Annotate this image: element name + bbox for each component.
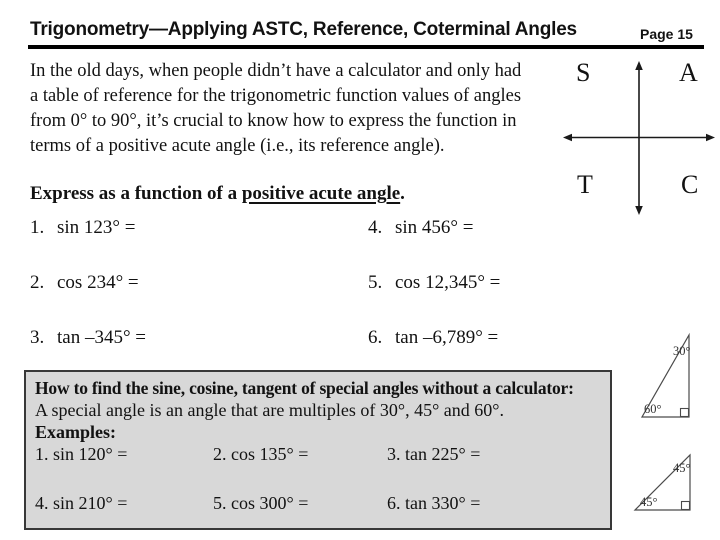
special-angles-box bbox=[24, 370, 612, 530]
title-underline-rule bbox=[28, 45, 704, 49]
examples-row bbox=[35, 443, 601, 465]
example-item: 1. sin 120° = bbox=[35, 444, 128, 464]
box-definition: A special angle is an angle that are multiples of 30°, 45° and 60°. bbox=[35, 400, 504, 420]
right-triangle-icon bbox=[628, 323, 703, 425]
express-heading-prefix: Express as a function of a bbox=[30, 183, 242, 204]
intro-line: In the old days, when people didn’t have a calculator and only had bbox=[30, 61, 522, 81]
problem-number: 1. bbox=[30, 217, 45, 238]
example-item: 5. cos 300° = bbox=[213, 493, 309, 513]
right-triangle-icon bbox=[623, 443, 703, 521]
right-angle-marker-icon bbox=[682, 502, 690, 510]
example-item: 6. tan 330° = bbox=[387, 493, 481, 513]
box-heading: How to find the sine, cosine, tangent of special angles without a calculator: bbox=[35, 378, 574, 398]
problem-column-left bbox=[30, 216, 360, 381]
examples-row bbox=[35, 492, 601, 514]
problem-number: 5. bbox=[368, 272, 383, 293]
problem-text: sin 123° = bbox=[57, 217, 136, 238]
triangle-45-45-90 bbox=[623, 443, 703, 521]
intro-line: a table of reference for the trigonometric function values of angles bbox=[30, 86, 522, 106]
quadrant4-label-cosine: C bbox=[681, 170, 699, 199]
problem-item bbox=[368, 216, 698, 240]
problem-item bbox=[30, 271, 360, 295]
examples-label: Examples: bbox=[35, 422, 116, 442]
angle-label-45-bottom: 45° bbox=[640, 495, 658, 509]
problem-number: 2. bbox=[30, 272, 45, 293]
problem-text: cos 12,345° = bbox=[395, 272, 501, 293]
problem-text: cos 234° = bbox=[57, 272, 139, 293]
intro-line: terms of a positive acute angle (i.e., its reference angle). bbox=[30, 136, 445, 156]
problem-number: 6. bbox=[368, 327, 383, 348]
angle-label-45-top: 45° bbox=[673, 461, 691, 475]
right-angle-marker-icon bbox=[681, 409, 689, 417]
problem-number: 4. bbox=[368, 217, 383, 238]
angle-label-30: 30° bbox=[673, 344, 691, 358]
express-heading bbox=[30, 183, 405, 205]
intro-line: from 0° to 90°, it’s crucial to know how to express the function in bbox=[30, 111, 517, 131]
express-heading-suffix: . bbox=[400, 183, 405, 204]
problem-text: tan –6,789° = bbox=[395, 327, 499, 348]
example-item: 3. tan 225° = bbox=[387, 444, 481, 464]
example-item: 4. sin 210° = bbox=[35, 493, 128, 513]
problem-text: tan –345° = bbox=[57, 327, 147, 348]
problem-item bbox=[30, 326, 360, 350]
triangle-30-60-90 bbox=[628, 323, 703, 425]
problem-number: 3. bbox=[30, 327, 45, 348]
problem-item bbox=[30, 216, 360, 240]
intro-paragraph bbox=[30, 59, 521, 159]
problem-text: sin 456° = bbox=[395, 217, 474, 238]
quadrant2-label-sine: S bbox=[576, 58, 591, 87]
astc-quadrant-diagram bbox=[560, 58, 718, 218]
problem-item bbox=[368, 271, 698, 295]
page-number: Page 15 bbox=[640, 26, 693, 42]
express-heading-underlined: positive acute angle bbox=[241, 183, 401, 204]
page-title: Trigonometry—Applying ASTC, Reference, Coterminal Angles bbox=[30, 19, 577, 40]
quadrant1-label-all: A bbox=[679, 58, 698, 87]
quadrant3-label-tangent: T bbox=[577, 170, 593, 199]
angle-label-60: 60° bbox=[644, 402, 662, 416]
example-item: 2. cos 135° = bbox=[213, 444, 309, 464]
